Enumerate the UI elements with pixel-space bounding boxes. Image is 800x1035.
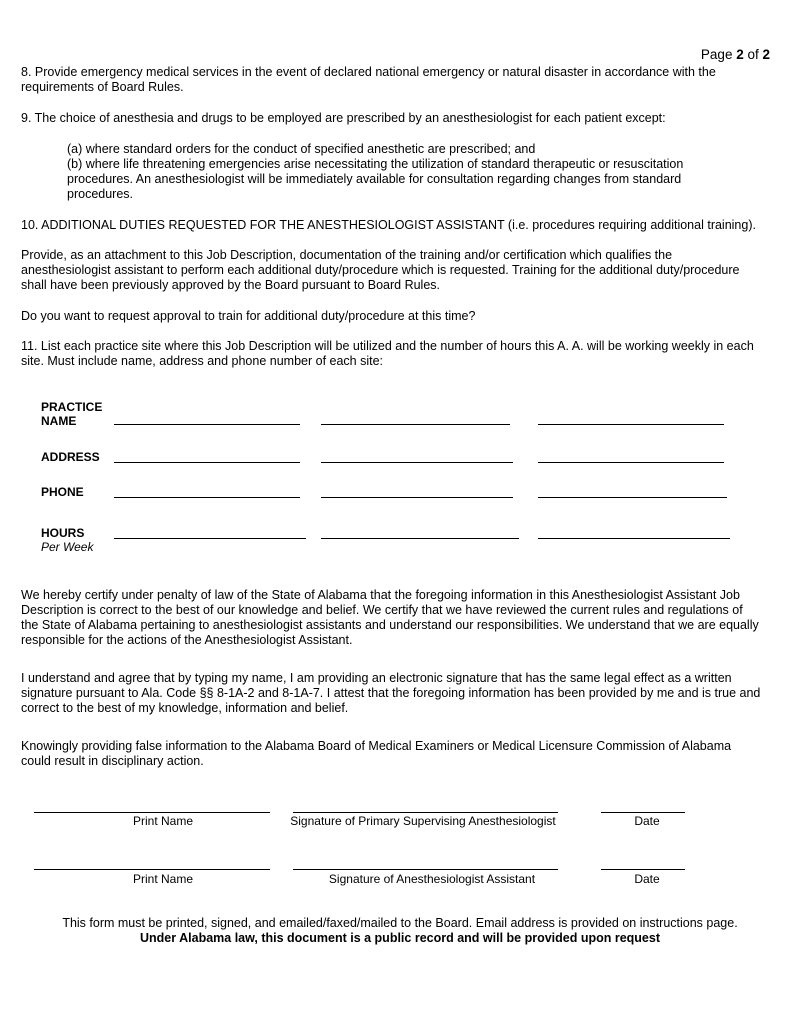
date-caption-2: Date	[634, 872, 660, 886]
item-10-instructions: Provide, as an attachment to this Job Description, documentation of the training and/or certification which qualifies the anesthesiologist assistant to perform each additional duty/procedure which is requested. Training for the additional duty/procedure shall have been previously approved by the Board pursuant to Board Rules.	[21, 248, 740, 292]
page-number: Page 2 of 2	[700, 47, 770, 62]
phone-field-3[interactable]	[538, 497, 727, 498]
hours-label: HOURS Per Week	[41, 526, 94, 554]
address-field-2[interactable]	[321, 462, 513, 463]
hours-field-2[interactable]	[321, 538, 519, 539]
address-field-3[interactable]	[538, 462, 724, 463]
item-9b: (b) where life threatening emergencies arise necessitating the utilization of standard therapeutic or resuscitation procedures. An anesthesiologist will be immediately available for consultation regarding changes from standard procedures.	[67, 157, 684, 201]
supervisor-signature-caption: Signature of Primary Supervising Anesthesiologist	[290, 814, 556, 828]
train-question: Do you want to request approval to train for additional duty/procedure at this time?	[21, 309, 476, 323]
esignature-text: I understand and agree that by typing my name, I am providing an electronic signature that has the same legal effect as a written signature pursuant to Ala. Code §§ 8-1A-2 and 8-1A-7. I attest that the foregoing information has been provided by me and is true and correct to the best of my knowledge, information and belief.	[21, 671, 761, 715]
phone-field-2[interactable]	[321, 497, 513, 498]
print-name-caption-1: Print Name	[132, 814, 194, 828]
print-name-caption-2: Print Name	[132, 872, 194, 886]
public-record-notice: Under Alabama law, this document is a public record and will be provided upon request	[140, 931, 660, 945]
hours-sublabel: Per Week	[41, 540, 94, 554]
date-line-2[interactable]	[601, 869, 685, 870]
item-8: 8. Provide emergency medical services in the event of declared national emergency or natural disaster in accordance with the requirements of Board Rules.	[21, 65, 716, 94]
aa-signature-line[interactable]	[293, 869, 558, 870]
practice-name-field-3[interactable]	[538, 424, 724, 425]
certification-text: We hereby certify under penalty of law of the State of Alabama that the foregoing information in this Anesthesiologist Assistant Job Description is correct to the best of our knowledge and belief. We certify that we have reviewed the current rules and regulations of the State of Alabama pertaining to anesthesiologist assistants and understand our responsibilities. We understand that we are equally responsible for the actions of the Anesthesiologist Assistant.	[21, 588, 759, 647]
hours-field-1[interactable]	[114, 538, 306, 539]
aa-signature-caption: Signature of Anesthesiologist Assistant	[328, 872, 536, 886]
print-name-line-2[interactable]	[34, 869, 270, 870]
supervisor-signature-line[interactable]	[293, 812, 558, 813]
print-name-line-1[interactable]	[34, 812, 270, 813]
address-label: ADDRESS	[41, 450, 100, 464]
date-line-1[interactable]	[601, 812, 685, 813]
false-info-warning: Knowingly providing false information to the Alabama Board of Medical Examiners or Medical Licensure Commission of Alabama could result in disciplinary action.	[21, 739, 732, 768]
practice-name-field-2[interactable]	[321, 424, 510, 425]
item-9: 9. The choice of anesthesia and drugs to be employed are prescribed by an anesthesiologist for each patient except:	[21, 111, 666, 125]
phone-field-1[interactable]	[114, 497, 300, 498]
item-11: 11. List each practice site where this Job Description will be utilized and the number of hours this A. A. will be working weekly in each site. Must include name, address and phone number of each site:	[21, 339, 754, 368]
phone-label: PHONE	[41, 485, 84, 499]
submission-instructions: This form must be printed, signed, and emailed/faxed/mailed to the Board. Email address is provided on instructions page.	[62, 916, 738, 930]
address-field-1[interactable]	[114, 462, 300, 463]
item-9a: (a) where standard orders for the conduct of specified anesthetic are prescribed; and	[67, 142, 536, 156]
hours-field-3[interactable]	[538, 538, 730, 539]
item-10: 10. ADDITIONAL DUTIES REQUESTED FOR THE ANESTHESIOLOGIST ASSISTANT (i.e. procedures requiring additional training).	[21, 218, 756, 232]
practice-name-field-1[interactable]	[114, 424, 300, 425]
practice-name-label: PRACTICE NAME	[41, 400, 103, 428]
date-caption-1: Date	[634, 814, 660, 828]
